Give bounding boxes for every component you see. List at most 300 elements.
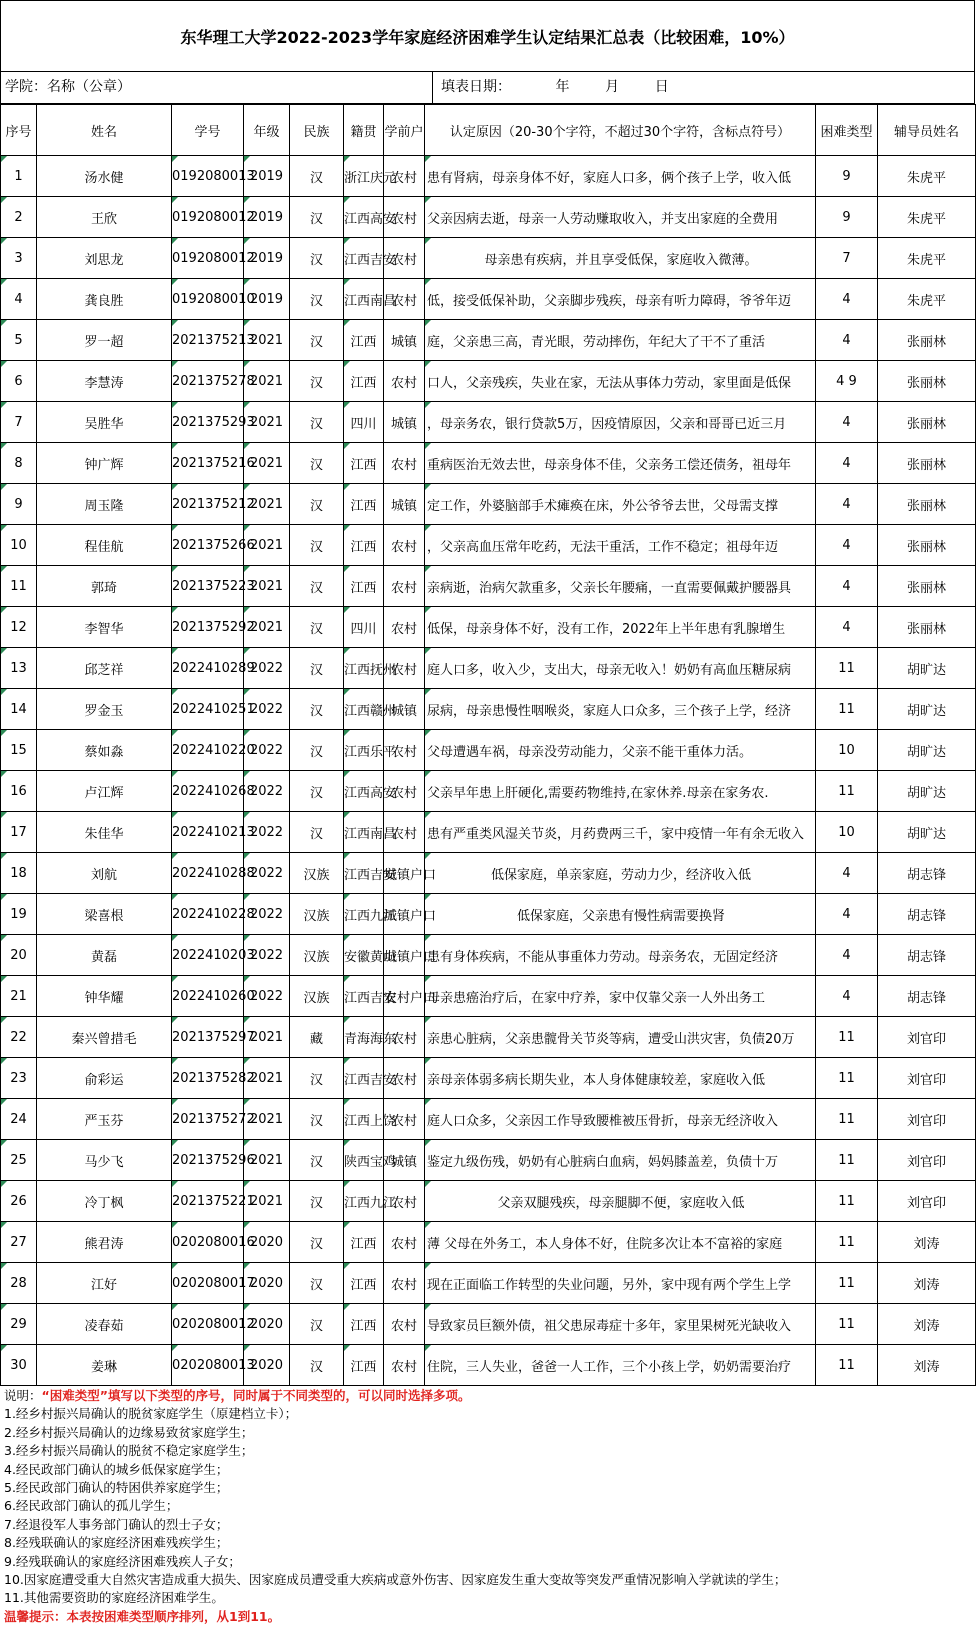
cell-counselor: 刘涛: [878, 1222, 976, 1263]
cell-grade: 2021: [244, 525, 290, 566]
cell-origin: 江西: [344, 443, 384, 484]
cell-type: 4: [816, 320, 878, 361]
cell-hukou: 农村: [384, 1099, 425, 1140]
cell-grade: 2019: [244, 238, 290, 279]
cell-hukou: 农村: [384, 279, 425, 320]
cell-reason: ，父亲高血压常年吃药，无法干重活，工作不稳定；祖母年迈: [425, 525, 816, 566]
cell-origin: 江西九江: [344, 894, 384, 935]
cell-counselor: 朱虎平: [878, 156, 976, 197]
cell-ethnic: 汉: [290, 812, 344, 853]
col-header-type: 困难类型: [816, 105, 878, 156]
cell-ethnic: 汉: [290, 1263, 344, 1304]
cell-ethnic: 汉: [290, 197, 344, 238]
cell-name: 江好: [37, 1263, 172, 1304]
table-row: [1, 525, 976, 566]
cell-type: 10: [816, 730, 878, 771]
cell-type: 4: [816, 607, 878, 648]
table-row: [1, 361, 976, 402]
cell-no: 10: [1, 525, 37, 566]
cell-type: 4: [816, 443, 878, 484]
cell-ethnic: 汉: [290, 484, 344, 525]
cell-id: 2022410213: [172, 812, 244, 853]
cell-hukou: 城镇户口: [384, 935, 425, 976]
cell-type: 4: [816, 894, 878, 935]
cell-grade: 2021: [244, 320, 290, 361]
cell-counselor: 刘官印: [878, 1181, 976, 1222]
cell-grade: 2022: [244, 812, 290, 853]
cell-name: 程佳航: [37, 525, 172, 566]
cell-grade: 2021: [244, 402, 290, 443]
table-row: [1, 484, 976, 525]
cell-counselor: 刘官印: [878, 1017, 976, 1058]
cell-name: 卢江辉: [37, 771, 172, 812]
cell-no: 13: [1, 648, 37, 689]
header-row: [1, 105, 976, 156]
cell-ethnic: 汉: [290, 771, 344, 812]
cell-name: 熊君涛: [37, 1222, 172, 1263]
cell-reason: 重病医治无效去世，母亲身体不佳，父亲务工偿还债务，祖母年: [425, 443, 816, 484]
cell-type: 11: [816, 1222, 878, 1263]
cell-id: 2021375278: [172, 361, 244, 402]
cell-name: 黄磊: [37, 935, 172, 976]
cell-reason: 住院，三人失业，爸爸一人工作，三个小孩上学，奶奶需要治疗: [425, 1345, 816, 1386]
cell-type: 11: [816, 771, 878, 812]
cell-hukou: 农村: [384, 648, 425, 689]
cell-grade: 2022: [244, 894, 290, 935]
cell-id: 2021375292: [172, 607, 244, 648]
cell-reason: 庭，父亲患三高，青光眼，劳动摔伤，年纪大了干不了重活: [425, 320, 816, 361]
cell-counselor: 刘涛: [878, 1345, 976, 1386]
cell-counselor: 朱虎平: [878, 238, 976, 279]
cell-reason: 薄 父母在外务工，本人身体不好，住院多次让本不富裕的家庭: [425, 1222, 816, 1263]
cell-no: 8: [1, 443, 37, 484]
cell-id: 2022410228: [172, 894, 244, 935]
cell-reason: 现在正面临工作转型的失业问题，另外，家中现有两个学生上学: [425, 1263, 816, 1304]
cell-ethnic: 汉: [290, 238, 344, 279]
cell-name: 冷丁枫: [37, 1181, 172, 1222]
cell-hukou: 农村: [384, 1058, 425, 1099]
cell-name: 朱佳华: [37, 812, 172, 853]
cell-no: 11: [1, 566, 37, 607]
cell-name: 邱芝祥: [37, 648, 172, 689]
cell-id: 0192080012: [172, 197, 244, 238]
cell-ethnic: 汉: [290, 607, 344, 648]
cell-origin: 青海海东: [344, 1017, 384, 1058]
cell-origin: 陕西宝鸡: [344, 1140, 384, 1181]
table-row: [1, 894, 976, 935]
cell-hukou: 农村户口: [384, 976, 425, 1017]
cell-reason: 导致家员巨额外债，祖父患尿毒症十多年，家里果树死光缺收入: [425, 1304, 816, 1345]
cell-type: 11: [816, 1017, 878, 1058]
cell-origin: 江西抚州: [344, 648, 384, 689]
cell-hukou: 城镇户口: [384, 894, 425, 935]
cell-name: 罗金玉: [37, 689, 172, 730]
cell-id: 2022410220: [172, 730, 244, 771]
cell-id: 2021375216: [172, 443, 244, 484]
cell-no: 4: [1, 279, 37, 320]
cell-type: 7: [816, 238, 878, 279]
note-item: 9.经残联确认的家庭经济困难残疾人子女；: [4, 1553, 241, 1569]
cell-no: 18: [1, 853, 37, 894]
cell-hukou: 农村: [384, 812, 425, 853]
cell-type: 9: [816, 197, 878, 238]
cell-hukou: 农村: [384, 197, 425, 238]
cell-name: 吴胜华: [37, 402, 172, 443]
cell-hukou: 城镇: [384, 1140, 425, 1181]
cell-reason: 父母遭遇车祸，母亲没劳动能力，父亲不能干重体力活。: [425, 730, 816, 771]
cell-no: 30: [1, 1345, 37, 1386]
notes-list: [0, 1405, 975, 1607]
cell-counselor: 刘涛: [878, 1304, 976, 1345]
cell-grade: 2022: [244, 648, 290, 689]
cell-counselor: 胡志锋: [878, 935, 976, 976]
notes-highlight: “困难类型”填写以下类型的序号，同时属于不同类型的，可以同时选择多项。: [41, 1388, 471, 1403]
cell-name: 姜琳: [37, 1345, 172, 1386]
cell-reason: 尿病，母亲患慢性咽喉炎，家庭人口众多，三个孩子上学，经济: [425, 689, 816, 730]
cell-id: 2021375221: [172, 1181, 244, 1222]
cell-no: 20: [1, 935, 37, 976]
cell-grade: 2022: [244, 935, 290, 976]
cell-id: 2021375282: [172, 1058, 244, 1099]
cell-origin: 四川: [344, 607, 384, 648]
cell-hukou: 农村: [384, 1017, 425, 1058]
cell-type: 4: [816, 525, 878, 566]
cell-ethnic: 汉: [290, 320, 344, 361]
cell-type: 11: [816, 1304, 878, 1345]
cell-ethnic: 汉: [290, 1304, 344, 1345]
table-row: [1, 812, 976, 853]
cell-no: 19: [1, 894, 37, 935]
cell-counselor: 刘官印: [878, 1058, 976, 1099]
cell-counselor: 朱虎平: [878, 197, 976, 238]
cell-hukou: 城镇: [384, 689, 425, 730]
cell-name: 严玉芬: [37, 1099, 172, 1140]
cell-origin: 安徽黄山: [344, 935, 384, 976]
cell-grade: 2021: [244, 1058, 290, 1099]
col-header-hukou: 学前户: [384, 105, 425, 156]
cell-counselor: 刘官印: [878, 1099, 976, 1140]
info-row: [0, 72, 975, 104]
cell-type: 4: [816, 935, 878, 976]
cell-origin: 江西: [344, 1345, 384, 1386]
cell-type: 11: [816, 648, 878, 689]
cell-ethnic: 汉: [290, 1140, 344, 1181]
college-label: 学院：名称（公章）: [5, 79, 131, 95]
cell-id: 0202080017: [172, 1263, 244, 1304]
cell-reason: 庭人口众多，父亲因工作导致腰椎被压骨折，母亲无经济收入: [425, 1099, 816, 1140]
table-row: [1, 1017, 976, 1058]
cell-no: 24: [1, 1099, 37, 1140]
table-row: [1, 320, 976, 361]
table-row: [1, 1345, 976, 1386]
cell-grade: 2020: [244, 1222, 290, 1263]
cell-name: 钟华耀: [37, 976, 172, 1017]
cell-type: 11: [816, 1140, 878, 1181]
cell-grade: 2021: [244, 361, 290, 402]
note-item: 5.经民政部门确认的特困供养家庭学生；: [4, 1480, 229, 1496]
cell-origin: 江西高安: [344, 771, 384, 812]
table-row: [1, 238, 976, 279]
cell-name: 周玉隆: [37, 484, 172, 525]
cell-reason: 父亲因病去逝，母亲一人劳动赚取收入，并支出家庭的全费用: [425, 197, 816, 238]
cell-origin: 江西: [344, 1304, 384, 1345]
cell-reason: 低保家庭，父亲患有慢性病需要换肾: [425, 894, 816, 935]
cell-name: 钟广辉: [37, 443, 172, 484]
cell-counselor: 胡旷达: [878, 771, 976, 812]
cell-reason: 父亲双腿残疾，母亲腿脚不便，家庭收入低: [425, 1181, 816, 1222]
cell-no: 2: [1, 197, 37, 238]
cell-hukou: 农村: [384, 361, 425, 402]
col-header-origin: 籍贯: [344, 105, 384, 156]
table-row: [1, 1304, 976, 1345]
cell-name: 刘航: [37, 853, 172, 894]
cell-ethnic: 汉: [290, 279, 344, 320]
cell-name: 蔡如淼: [37, 730, 172, 771]
cell-hukou: 城镇: [384, 402, 425, 443]
cell-grade: 2019: [244, 156, 290, 197]
cell-origin: 江西赣州: [344, 689, 384, 730]
cell-name: 梁喜根: [37, 894, 172, 935]
cell-grade: 2020: [244, 1263, 290, 1304]
cell-ethnic: 汉: [290, 156, 344, 197]
cell-grade: 2021: [244, 1099, 290, 1140]
cell-hukou: 农村: [384, 1304, 425, 1345]
cell-grade: 2021: [244, 566, 290, 607]
note-item: 10.因家庭遭受重大自然灾害造成重大损失、因家庭成员遭受重大疾病或意外伤害、因家庭发生重大变故等突发严重情况影响入学就读的学生；: [4, 1572, 787, 1588]
col-header-id: 学号: [172, 105, 244, 156]
cell-hukou: 城镇户口: [384, 853, 425, 894]
data-table: [0, 104, 976, 1386]
cell-counselor: 胡志锋: [878, 894, 976, 935]
cell-counselor: 张丽林: [878, 566, 976, 607]
cell-hukou: 农村: [384, 525, 425, 566]
cell-name: 王欣: [37, 197, 172, 238]
cell-counselor: 刘涛: [878, 1263, 976, 1304]
cell-ethnic: 汉: [290, 1058, 344, 1099]
table-row: [1, 1263, 976, 1304]
cell-grade: 2021: [244, 607, 290, 648]
cell-type: 11: [816, 1099, 878, 1140]
cell-no: 25: [1, 1140, 37, 1181]
cell-no: 6: [1, 361, 37, 402]
cell-name: 罗一超: [37, 320, 172, 361]
cell-ethnic: 汉: [290, 648, 344, 689]
cell-name: 马少飞: [37, 1140, 172, 1181]
cell-ethnic: 藏: [290, 1017, 344, 1058]
cell-grade: 2022: [244, 689, 290, 730]
cell-origin: 江西南昌: [344, 279, 384, 320]
cell-type: 4: [816, 484, 878, 525]
cell-id: 2021375296: [172, 1140, 244, 1181]
table-row: [1, 1058, 976, 1099]
cell-origin: 江西: [344, 1263, 384, 1304]
cell-counselor: 刘官印: [878, 1140, 976, 1181]
col-header-counselor: 辅导员姓名: [878, 105, 976, 156]
cell-hukou: 农村: [384, 1181, 425, 1222]
cell-name: 李智华: [37, 607, 172, 648]
cell-counselor: 张丽林: [878, 607, 976, 648]
cell-grade: 2021: [244, 1181, 290, 1222]
cell-name: 李慧涛: [37, 361, 172, 402]
cell-id: 2021375212: [172, 484, 244, 525]
cell-ethnic: 汉: [290, 1181, 344, 1222]
cell-counselor: 张丽林: [878, 402, 976, 443]
cell-ethnic: 汉: [290, 361, 344, 402]
cell-counselor: 胡旷达: [878, 689, 976, 730]
table-row: [1, 976, 976, 1017]
cell-id: 0202080012: [172, 1304, 244, 1345]
cell-reason: 亲患心脏病，父亲患髋骨关节炎等病，遭受山洪灾害，负债20万: [425, 1017, 816, 1058]
cell-id: 2022410251: [172, 689, 244, 730]
cell-type: 9: [816, 156, 878, 197]
note-item: 8.经残联确认的家庭经济困难残疾学生；: [4, 1535, 229, 1551]
cell-grade: 2021: [244, 1140, 290, 1181]
note-item: 4.经民政部门确认的城乡低保家庭学生；: [4, 1461, 229, 1477]
table-row: [1, 689, 976, 730]
cell-id: 2022410289: [172, 648, 244, 689]
cell-hukou: 农村: [384, 1222, 425, 1263]
table-row: [1, 402, 976, 443]
cell-grade: 2022: [244, 976, 290, 1017]
cell-ethnic: 汉: [290, 689, 344, 730]
note-item: 3.经乡村振兴局确认的脱贫不稳定家庭学生；: [4, 1443, 254, 1459]
cell-name: 秦兴曾措毛: [37, 1017, 172, 1058]
table-row: [1, 607, 976, 648]
cell-id: 0202080013: [172, 1345, 244, 1386]
cell-no: 15: [1, 730, 37, 771]
cell-grade: 2022: [244, 853, 290, 894]
cell-reason: 低保家庭，单亲家庭，劳动力少，经济收入低: [425, 853, 816, 894]
cell-type: 4: [816, 279, 878, 320]
cell-hukou: 农村: [384, 1263, 425, 1304]
cell-name: 俞彩运: [37, 1058, 172, 1099]
cell-origin: 江西吉安: [344, 1058, 384, 1099]
cell-no: 21: [1, 976, 37, 1017]
cell-ethnic: 汉: [290, 1345, 344, 1386]
cell-grade: 2020: [244, 1304, 290, 1345]
col-header-ethnic: 民族: [290, 105, 344, 156]
cell-id: 0202080016: [172, 1222, 244, 1263]
cell-reason: 庭人口多，收入少，支出大，母亲无收入！奶奶有高血压糖尿病: [425, 648, 816, 689]
cell-no: 16: [1, 771, 37, 812]
cell-reason: 口人，父亲残疾，失业在家，无法从事体力劳动，家里面是低保: [425, 361, 816, 402]
cell-no: 27: [1, 1222, 37, 1263]
cell-ethnic: 汉族: [290, 894, 344, 935]
cell-hukou: 城镇: [384, 484, 425, 525]
cell-no: 14: [1, 689, 37, 730]
page-title: 东华理工大学2022-2023学年家庭经济困难学生认定结果汇总表（比较困难，10%）: [0, 0, 975, 72]
col-header-reason: 认定原因（20-30个字符，不超过30个字符，含标点符号）: [425, 105, 816, 156]
cell-hukou: 农村: [384, 771, 425, 812]
cell-type: 4: [816, 976, 878, 1017]
cell-reason: 患有严重类风湿关节炎，月药费两三千，家中疫情一年有余无收入: [425, 812, 816, 853]
cell-type: 4 9: [816, 361, 878, 402]
note-item: 1.经乡村振兴局确认的脱贫家庭学生（原建档立卡）；: [4, 1406, 298, 1422]
table-body: [1, 156, 976, 1386]
cell-counselor: 张丽林: [878, 320, 976, 361]
cell-id: 2022410260: [172, 976, 244, 1017]
cell-origin: 江西九江: [344, 1181, 384, 1222]
cell-no: 17: [1, 812, 37, 853]
table-row: [1, 853, 976, 894]
cell-no: 23: [1, 1058, 37, 1099]
cell-counselor: 胡旷达: [878, 730, 976, 771]
cell-id: 2021375266: [172, 525, 244, 566]
date-label: 填表日期： 年 月 日: [441, 79, 669, 95]
cell-id: 0192080013: [172, 156, 244, 197]
cell-reason: ，母亲务农，银行贷款5万，因疫情原因，父亲和哥哥已近三月: [425, 402, 816, 443]
notes-header: [0, 1387, 975, 1405]
table-row: [1, 156, 976, 197]
cell-no: 28: [1, 1263, 37, 1304]
cell-origin: 江西南昌: [344, 812, 384, 853]
cell-hukou: 农村: [384, 238, 425, 279]
cell-hukou: 城镇: [384, 320, 425, 361]
table-row: [1, 1181, 976, 1222]
cell-counselor: 张丽林: [878, 525, 976, 566]
table-row: [1, 648, 976, 689]
cell-origin: 江西: [344, 361, 384, 402]
cell-origin: 江西吉安: [344, 976, 384, 1017]
table-row: [1, 197, 976, 238]
cell-id: 2021375213: [172, 320, 244, 361]
cell-type: 11: [816, 1181, 878, 1222]
cell-no: 26: [1, 1181, 37, 1222]
cell-ethnic: 汉: [290, 525, 344, 566]
table-row: [1, 1222, 976, 1263]
table-row: [1, 771, 976, 812]
cell-grade: 2022: [244, 730, 290, 771]
cell-type: 11: [816, 689, 878, 730]
cell-origin: 四川: [344, 402, 384, 443]
cell-counselor: 张丽林: [878, 443, 976, 484]
cell-ethnic: 汉族: [290, 976, 344, 1017]
cell-grade: 2022: [244, 771, 290, 812]
cell-grade: 2021: [244, 1017, 290, 1058]
notes: [0, 1387, 975, 1626]
cell-ethnic: 汉: [290, 443, 344, 484]
cell-name: 凌春茹: [37, 1304, 172, 1345]
cell-reason: 亲病逝，治病欠款重多，父亲长年腰痛，一直需要佩戴护腰器具: [425, 566, 816, 607]
cell-name: 刘思龙: [37, 238, 172, 279]
cell-origin: 江西: [344, 566, 384, 607]
cell-id: 2021375297: [172, 1017, 244, 1058]
table-row: [1, 935, 976, 976]
cell-hukou: 农村: [384, 443, 425, 484]
cell-no: 3: [1, 238, 37, 279]
note-item: 11.其他需要资助的家庭经济困难学生。: [4, 1590, 224, 1606]
cell-origin: 江西上饶: [344, 1099, 384, 1140]
col-header-name: 姓名: [37, 105, 172, 156]
cell-id: 0192080012: [172, 238, 244, 279]
cell-hukou: 农村: [384, 607, 425, 648]
cell-counselor: 胡旷达: [878, 812, 976, 853]
cell-no: 7: [1, 402, 37, 443]
cell-counselor: 张丽林: [878, 484, 976, 525]
cell-id: 2021375293: [172, 402, 244, 443]
cell-origin: 江西: [344, 1222, 384, 1263]
cell-hukou: 农村: [384, 1345, 425, 1386]
cell-hukou: 农村: [384, 156, 425, 197]
note-item: 6.经民政部门确认的孤儿学生；: [4, 1498, 179, 1514]
cell-reason: 低保，母亲身体不好，没有工作，2022年上半年患有乳腺增生: [425, 607, 816, 648]
divider: [432, 72, 433, 103]
col-header-grade: 年级: [244, 105, 290, 156]
cell-name: 郭琦: [37, 566, 172, 607]
cell-type: 11: [816, 1345, 878, 1386]
cell-reason: 定工作，外婆脑部手术瘫痪在床，外公爷爷去世，父母需支撑: [425, 484, 816, 525]
cell-type: 4: [816, 566, 878, 607]
